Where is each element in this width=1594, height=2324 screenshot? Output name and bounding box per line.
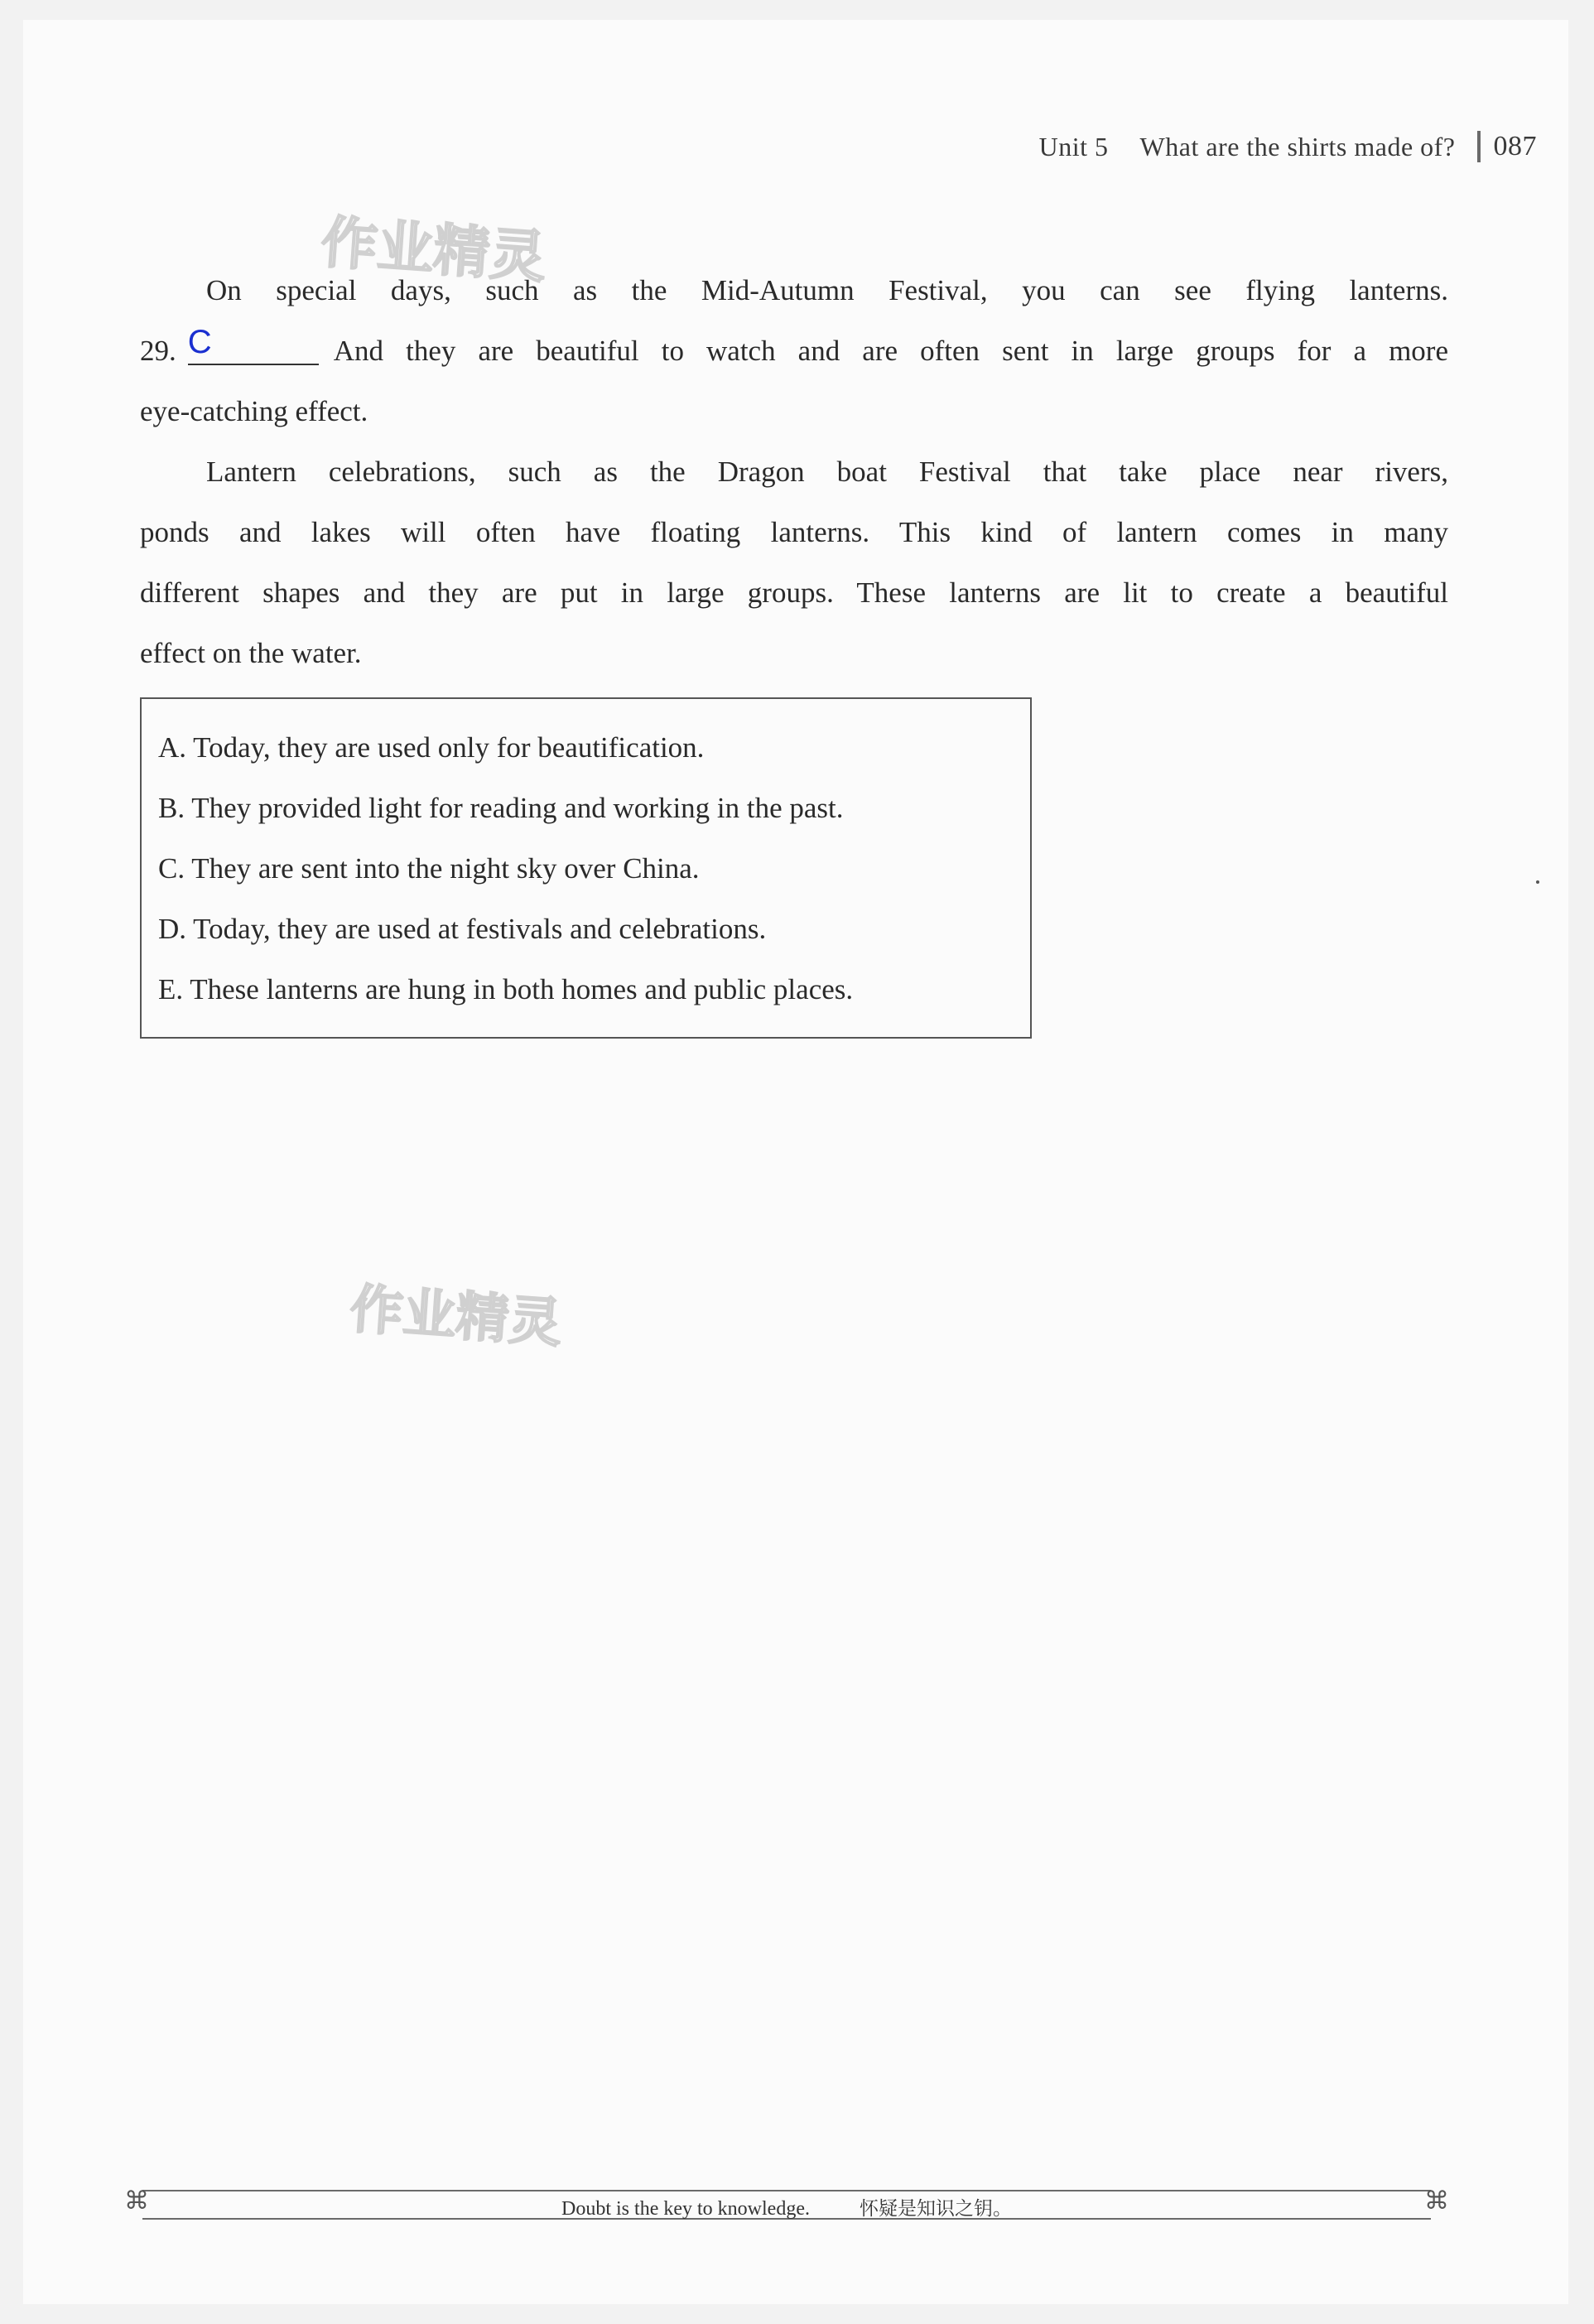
stray-dot	[1536, 880, 1539, 884]
ornament-icon: ⌘	[1424, 2187, 1449, 2216]
watermark-logo: 作业精灵	[319, 210, 549, 292]
motto-chinese: 怀疑是知识之钥。	[859, 2198, 1012, 2220]
options-box	[140, 697, 1032, 1039]
filled-answer: C	[187, 324, 212, 360]
option-e: E. These lanterns are hung in both homes and public places.	[158, 973, 854, 1005]
question-line	[140, 321, 1448, 381]
paragraph-line: Lantern celebrations, such as the Dragon boat Festival that take place near rivers,	[206, 456, 1448, 488]
paragraph-line: On special days, such as the Mid-Autumn Festival, you can see flying lanterns.	[206, 274, 1448, 306]
paragraph-line: eye-catching effect.	[140, 395, 368, 427]
paragraph-line: effect on the water.	[140, 637, 362, 669]
watermark-logo: 作业精灵	[348, 1279, 564, 1355]
question-number: 29.	[140, 335, 176, 367]
footer-rule	[142, 2190, 1431, 2191]
header-separator	[1477, 131, 1481, 162]
motto-english: Doubt is the key to knowledge.	[561, 2198, 810, 2220]
option-d: D. Today, they are used at festivals and celebrations.	[158, 913, 767, 945]
unit-label: Unit 5	[1038, 131, 1109, 162]
ornament-icon: ⌘	[124, 2187, 149, 2216]
option-c: C. They are sent into the night sky over China.	[158, 852, 700, 885]
option-b: B. They provided light for reading and working in the past.	[158, 792, 844, 824]
running-header	[1039, 131, 1537, 162]
option-a: A. Today, they are used only for beautification.	[158, 731, 705, 764]
footer-motto	[124, 2193, 1449, 2220]
paragraph-line: ponds and lakes will often have floating lanterns. This kind of lantern comes in many	[140, 516, 1448, 548]
paragraph-line: different shapes and they are put in large groups. These lanterns are lit to create a beautiful	[140, 576, 1448, 609]
page-number: 087	[1493, 131, 1537, 162]
footer-motto-bar	[124, 2183, 1449, 2225]
unit-title: What are the shirts made of?	[1139, 131, 1456, 162]
answer-blank[interactable]	[187, 324, 319, 365]
paragraph-line-rest: And they are beautiful to watch and are often sent in large groups for a more	[333, 335, 1448, 367]
paragraph-flying-lanterns	[140, 260, 1448, 441]
paragraph-floating-lanterns	[140, 441, 1448, 683]
